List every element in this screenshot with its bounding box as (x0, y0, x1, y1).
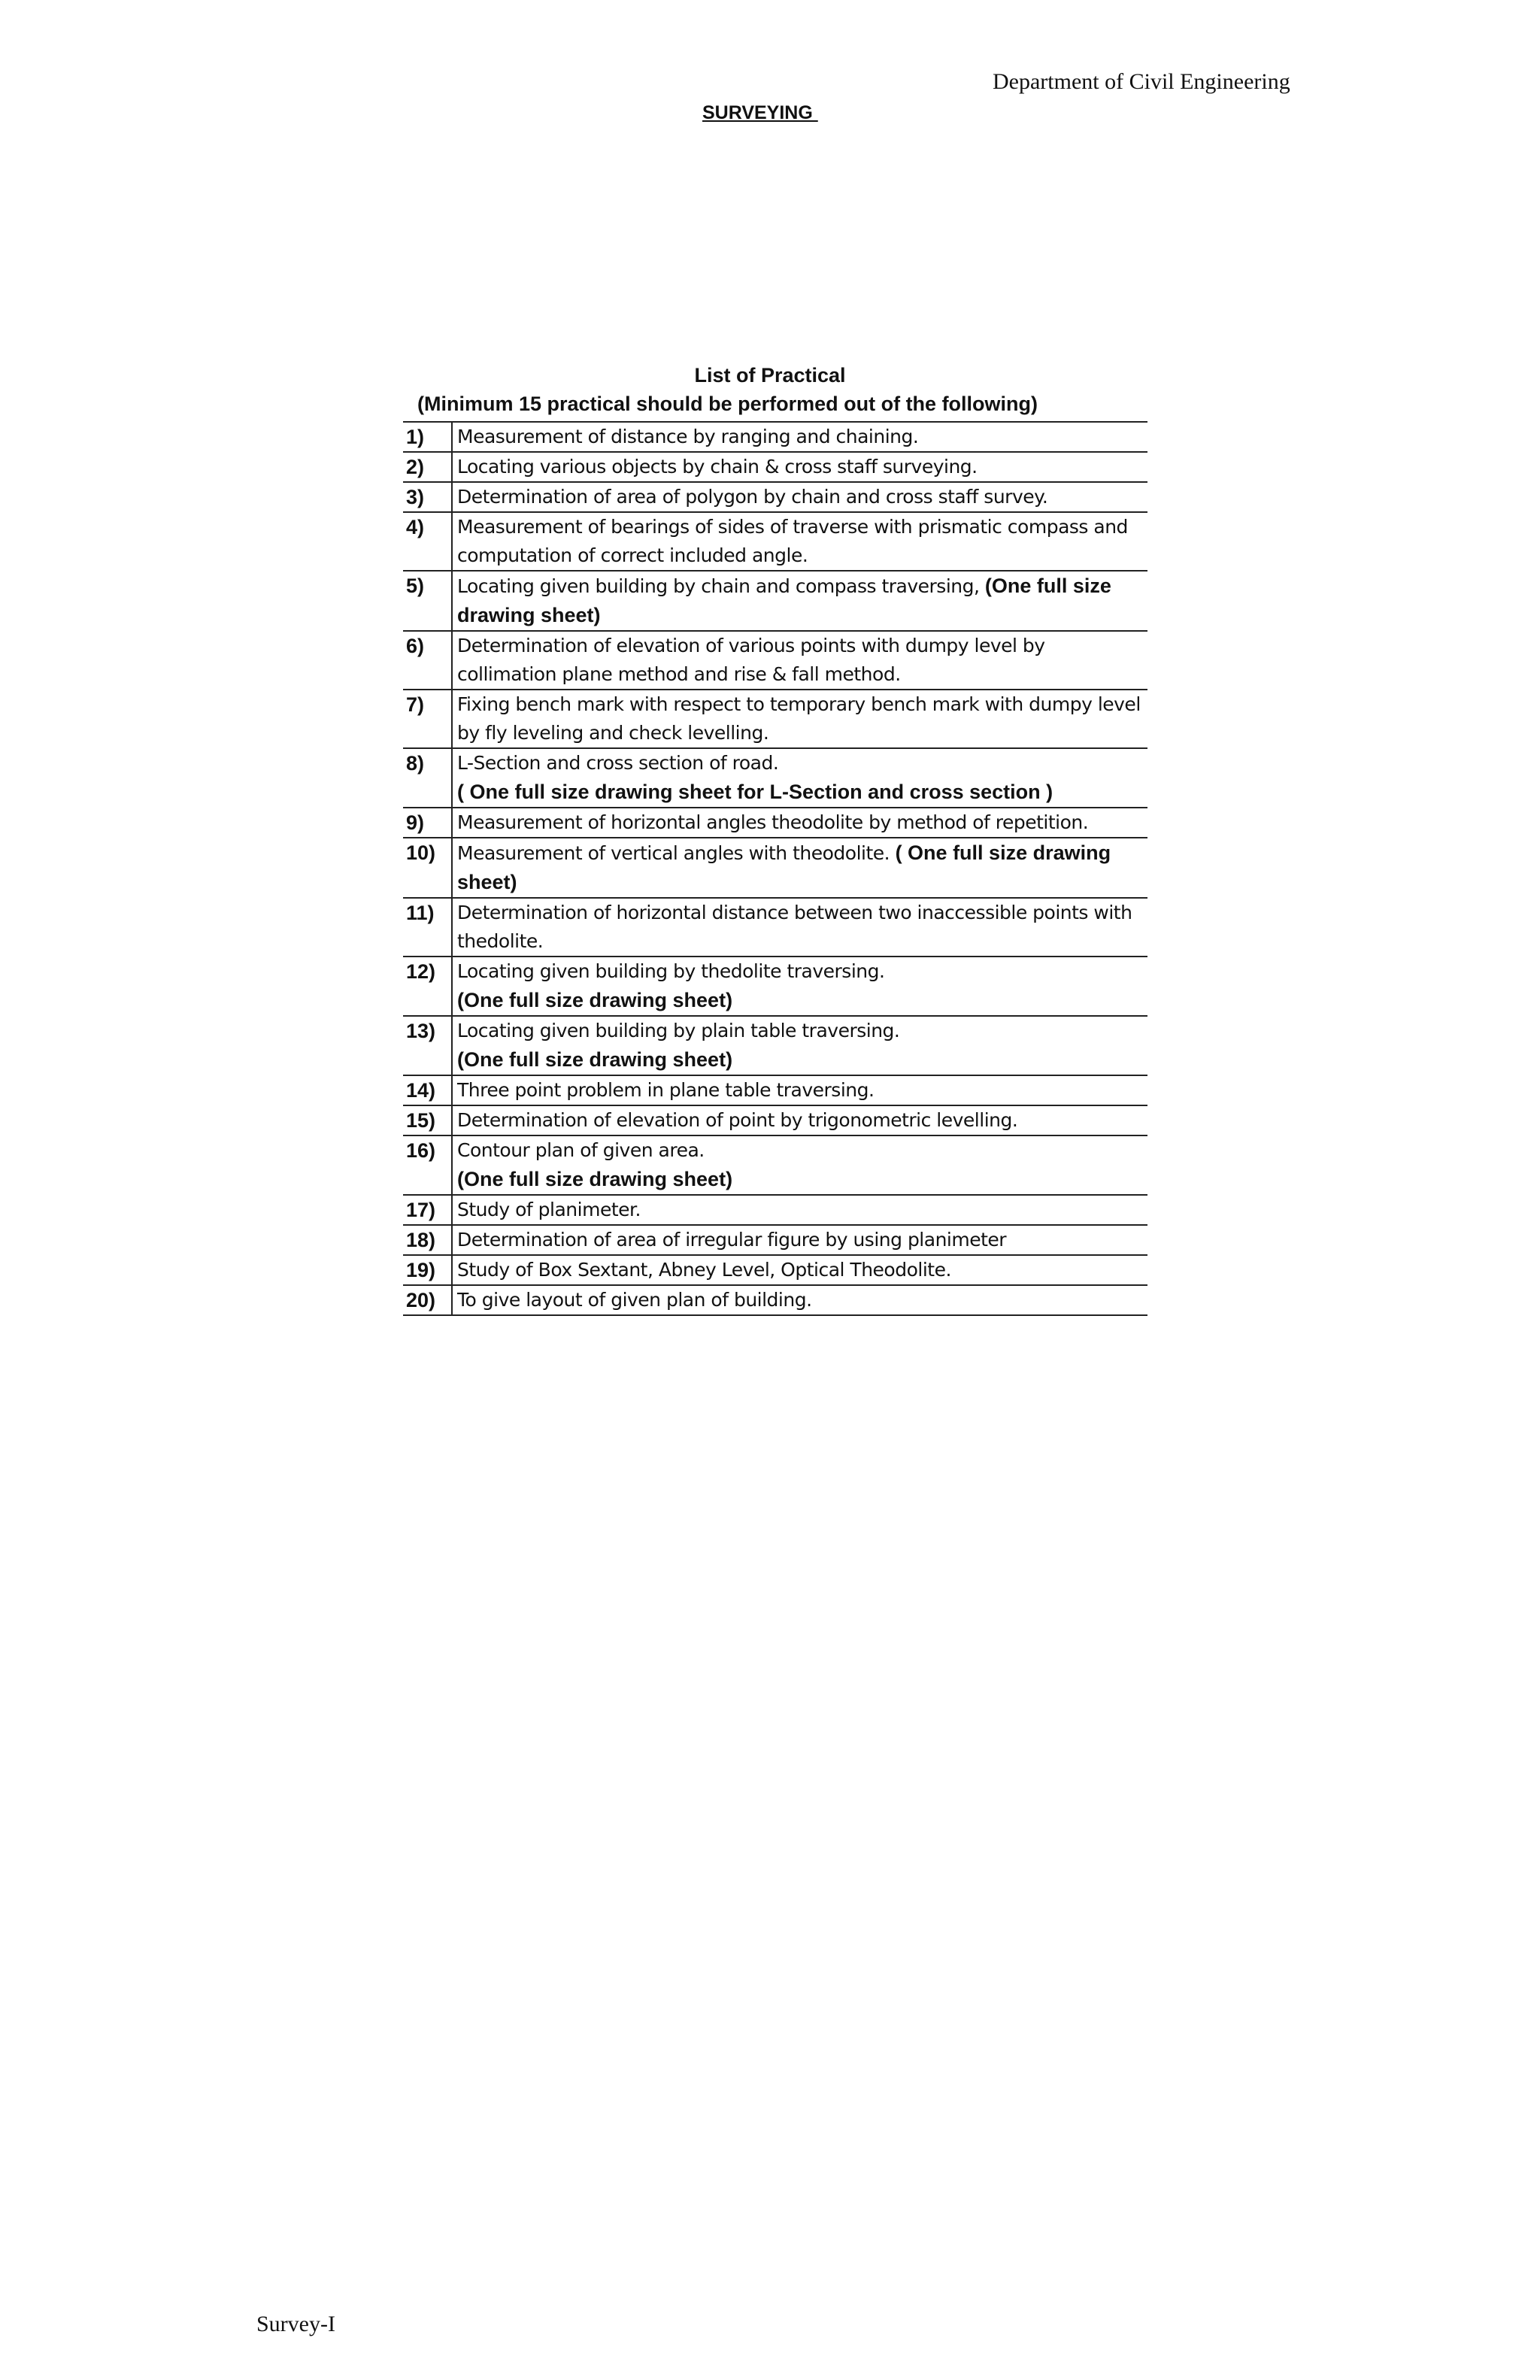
table-row (403, 957, 1147, 1016)
table-row (403, 1225, 1147, 1255)
table-row (403, 452, 1147, 482)
table-row (403, 1075, 1147, 1105)
table-row (403, 898, 1147, 957)
table-row (403, 571, 1147, 631)
item-text: Measurement of horizontal angles theodolite by method of repetition. (457, 811, 1089, 833)
table-row (403, 748, 1147, 808)
table-row (403, 1016, 1147, 1075)
item-text: Determination of elevation of various points with dumpy level by collimation plane method and rise & fall method. (457, 635, 1045, 685)
item-number: 20) (403, 1285, 452, 1315)
item-number: 6) (403, 631, 452, 690)
list-subtitle: (Minimum 15 practical should be performed out of the following) (417, 393, 1038, 415)
item-text: Measurement of distance by ranging and chaining. (457, 426, 919, 447)
item-text: Measurement of vertical angles with theodolite. ( One full size drawing sheet) (457, 841, 1111, 893)
item-number: 2) (403, 452, 452, 482)
table-row (403, 1105, 1147, 1135)
table-row (403, 1135, 1147, 1195)
table-row (403, 1255, 1147, 1285)
item-text: Three point problem in plane table traversing. (457, 1079, 875, 1101)
item-number: 5) (403, 571, 452, 631)
item-text: To give layout of given plan of building. (457, 1289, 812, 1311)
item-number: 14) (403, 1075, 452, 1105)
table-row (403, 690, 1147, 748)
item-text: Determination of elevation of point by trigonometric levelling. (457, 1109, 1018, 1131)
item-text: Locating given building by plain table traversing. (One full size drawing sheet) (457, 1020, 900, 1071)
item-number: 13) (403, 1016, 452, 1075)
document-title: SURVEYING (702, 102, 818, 123)
table-row (403, 482, 1147, 512)
drawing-sheet-note: (One full size drawing sheet) (457, 1168, 733, 1190)
item-number: 18) (403, 1225, 452, 1255)
table-row (403, 512, 1147, 571)
table-row (403, 1195, 1147, 1225)
item-text: Determination of area of irregular figure by using planimeter (457, 1229, 1007, 1251)
drawing-sheet-note: (One full size drawing sheet) (457, 1048, 733, 1071)
item-number: 15) (403, 1105, 452, 1135)
item-number: 10) (403, 838, 452, 898)
drawing-sheet-note: ( One full size drawing sheet for L-Section and cross section ) (457, 781, 1053, 803)
item-number: 9) (403, 808, 452, 838)
table-row (403, 422, 1147, 452)
item-number: 12) (403, 957, 452, 1016)
item-number: 8) (403, 748, 452, 808)
drawing-sheet-note: ( One full size drawing sheet) (457, 841, 1111, 893)
table-row (403, 631, 1147, 690)
item-number: 3) (403, 482, 452, 512)
item-number: 17) (403, 1195, 452, 1225)
item-text: Study of planimeter. (457, 1199, 641, 1220)
item-text: Determination of area of polygon by chain and cross staff survey. (457, 486, 1048, 508)
practical-list-table (403, 421, 1147, 1316)
item-text: Determination of horizontal distance between two inaccessible points with thedolite. (457, 902, 1132, 952)
page-footer: Survey-I (256, 2312, 335, 2336)
item-text: Measurement of bearings of sides of traverse with prismatic compass and computation of correct included angle. (457, 516, 1128, 566)
item-text: Study of Box Sextant, Abney Level, Optical Theodolite. (457, 1259, 951, 1281)
item-text: Contour plan of given area. (One full size drawing sheet) (457, 1139, 733, 1190)
item-text: Locating various objects by chain & cross staff surveying. (457, 456, 978, 478)
drawing-sheet-note: (One full size drawing sheet) (457, 575, 1111, 626)
item-text: Fixing bench mark with respect to temporary bench mark with dumpy level by fly leveling and check levelling. (457, 693, 1141, 744)
item-number: 7) (403, 690, 452, 748)
item-text: Locating given building by chain and compass traversing, (One full size drawing sheet) (457, 575, 1111, 626)
item-number: 19) (403, 1255, 452, 1285)
item-number: 1) (403, 422, 452, 452)
table-row (403, 808, 1147, 838)
list-title: List of Practical (694, 364, 846, 387)
table-row (403, 1285, 1147, 1315)
drawing-sheet-note: (One full size drawing sheet) (457, 989, 733, 1011)
item-number: 11) (403, 898, 452, 957)
item-text: L-Section and cross section of road. ( One full size drawing sheet for L-Section and cross section ) (457, 752, 1053, 803)
table-row (403, 838, 1147, 898)
item-text: Locating given building by thedolite traversing. (One full size drawing sheet) (457, 960, 885, 1011)
department-header: Department of Civil Engineering (993, 69, 1290, 94)
item-number: 16) (403, 1135, 452, 1195)
item-number: 4) (403, 512, 452, 571)
